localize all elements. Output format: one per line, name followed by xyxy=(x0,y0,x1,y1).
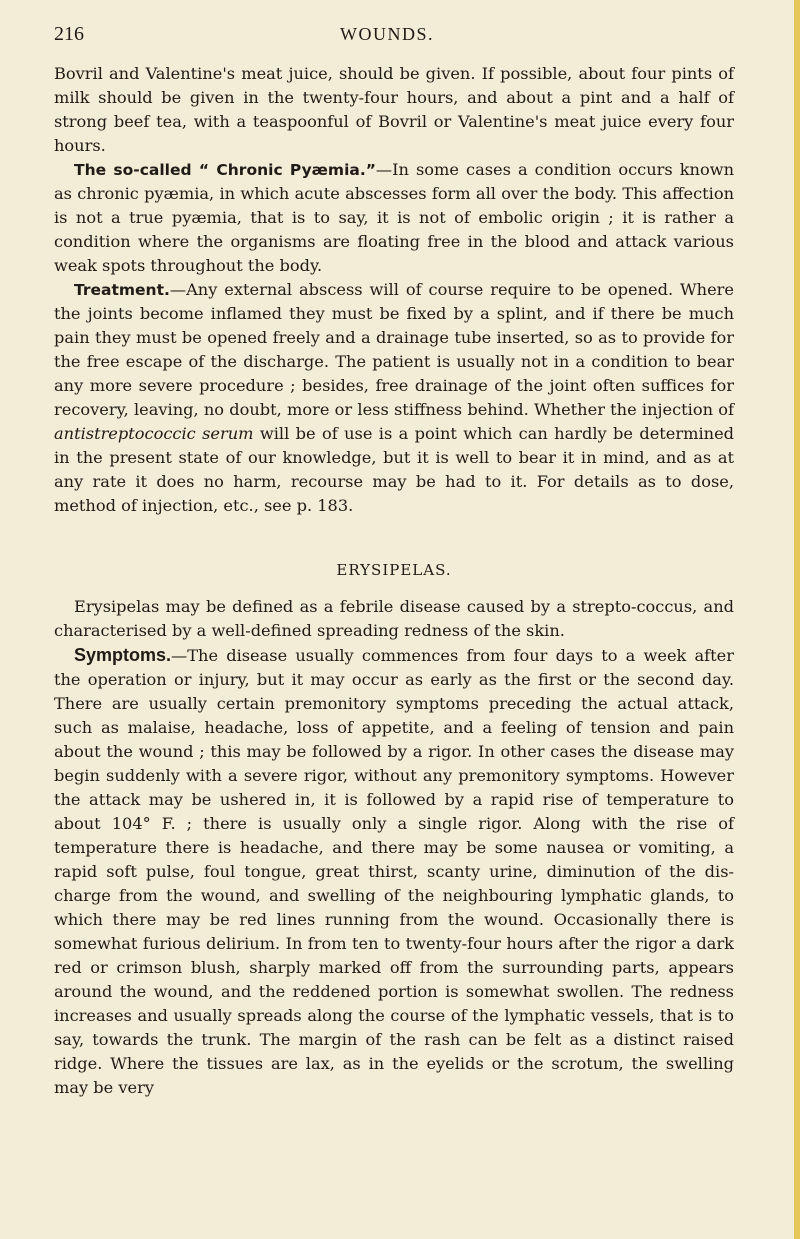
page-edge xyxy=(794,0,800,1239)
running-head: WOUNDS. xyxy=(340,24,434,44)
paragraph-treatment xyxy=(54,278,734,518)
treatment-text-a: —Any external abscess will of course require to be opened. Where the joints become inflamed they must be fixed by a splint, and if there be much pain they must be opened freely and a drainage tube inserted, so as to provide for the free escape of the discharge. The patient is usually not in a condition to bear any more severe procedure ; besides, free drainage of the joint often suffices for recovery, leaving, no doubt, more or less stiffness behind. Whether the injection of xyxy=(54,280,734,419)
paragraph-chronic-pyaemia xyxy=(54,158,734,278)
treatment-text-b: will be of use is a point which can hardly be determined in the present state of our knowledge, but it is well to bear it in mind, and as at any rate it does no harm, recourse may be had to it. For details as to dose, method of injection, etc., see p. 183. xyxy=(54,424,735,515)
symptoms-text: —The disease usually commences from four days to a week after the operation or injury, but it may occur as early as the first or the second day. There are usually certain premonitory symptoms preceding the actual attack, such as malaise, headache, loss of appetite, and a feeling of tension and pain about the wound ; this may be followed by a rigor. In other cases the disease may begin suddenly with a severe rigor, without any premonitory symptoms. However the attack may be ushered in, it is followed by a rapid rise of temperature to about 104° F. ; there is usually only a single rigor. Along with the rise of temperature there is headache, and there may be some nausea or vomiting, a rapid soft pulse, foul tongue, great thirst, scanty urine, diminution of the dis-charge from the wound, and swelling of the neighbouring lymphatic glands, to which there may be red lines running from the wound. Occasionally there is somewhat furious delirium. In from ten to twenty-four hours after the rigor a dark red or crimson blush, sharply marked off from the surrounding parts, appears around the wound, and the reddened portion is somewhat swollen. The redness increases and usually spreads along the course of the lymphatic vessels, that is to say, towards the trunk. The margin of the rash can be felt as a distinct raised ridge. Where the tissues are lax, as in the eyelids or the scrotum, the swelling may be very xyxy=(54,646,734,1097)
symptoms-heading: Symptoms. xyxy=(74,645,172,665)
page-header xyxy=(54,22,734,62)
paragraph-symptoms xyxy=(54,643,734,1100)
section-heading-erysipelas: ERYSIPELAS. xyxy=(336,561,452,579)
chronic-pyaemia-text: —In some cases a condition occurs known as chronic pyæmia, in which acute abscesses form all over the body. This affection is not a true pyæmia, that is to say, it is not of embolic origin ; it is rather a condition where the organisms are floating free in the blood and attack various weak spots throughout the body. xyxy=(54,160,734,275)
chronic-pyaemia-heading: The so-called “ Chronic Pyæmia.” xyxy=(74,161,376,179)
page-number: 216 xyxy=(54,23,84,45)
treatment-italic-term: antistreptococcic serum xyxy=(54,424,254,443)
book-page xyxy=(54,22,734,1100)
paragraph-diet: Bovril and Valentine's meat juice, should be given. If possible, about four pints of milk should be given in the twenty-four hours, and about a pint and a half of strong beef tea, with a teaspoonful of Bovril or Valentine's meat juice every four hours. xyxy=(54,64,734,155)
treatment-heading: Treatment. xyxy=(74,281,170,299)
paragraph-erysipelas-definition: Erysipelas may be defined as a febrile disease caused by a strepto-coccus, and characterised by a well-defined spreading redness of the skin. xyxy=(54,597,734,640)
